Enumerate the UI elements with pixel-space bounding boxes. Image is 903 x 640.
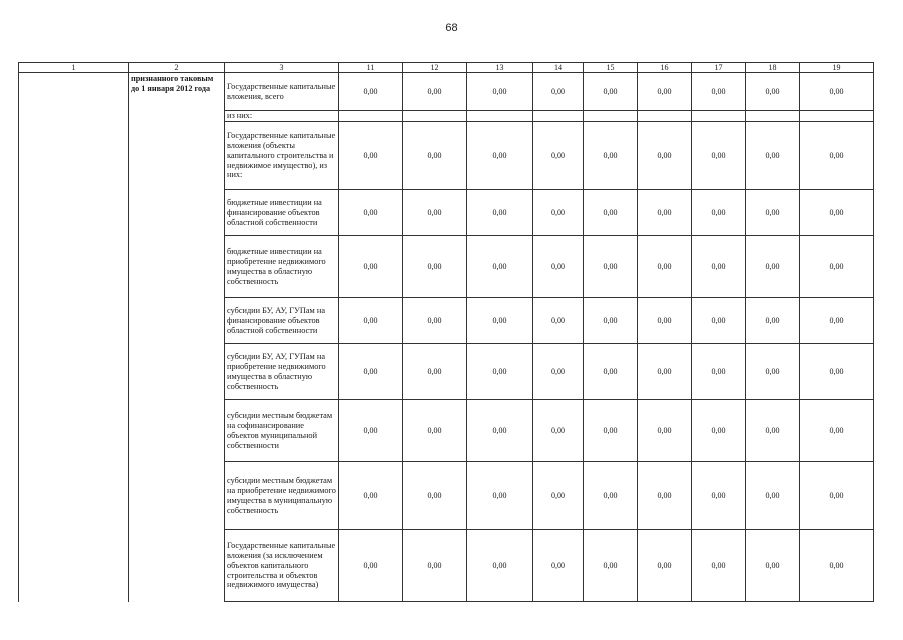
value-cell: 0,00: [692, 73, 746, 111]
budget-table: [18, 62, 874, 602]
value-cell: 0,00: [800, 400, 874, 462]
value-cell: 0,00: [638, 122, 692, 190]
value-cell: 0,00: [638, 462, 692, 530]
value-cell: 0,00: [584, 462, 638, 530]
value-cell: 0,00: [800, 122, 874, 190]
value-cell: 0,00: [584, 122, 638, 190]
table-row: [19, 73, 874, 111]
value-cell: 0,00: [746, 344, 800, 400]
value-cell: 0,00: [339, 122, 403, 190]
column-header: 2: [129, 63, 225, 73]
value-cell: 0,00: [692, 462, 746, 530]
value-cell: 0,00: [533, 462, 584, 530]
value-cell: 0,00: [800, 73, 874, 111]
empty-cell: [584, 111, 638, 122]
value-cell: 0,00: [800, 190, 874, 236]
column-header: 16: [638, 63, 692, 73]
empty-cell: [339, 111, 403, 122]
value-cell: 0,00: [403, 400, 467, 462]
value-cell: 0,00: [638, 73, 692, 111]
column-header: 11: [339, 63, 403, 73]
value-cell: 0,00: [746, 122, 800, 190]
empty-cell: [746, 111, 800, 122]
row-description: Государственные капитальные вложения (за исключением объектов капитального строительства и объектов недвижимого имущества): [225, 530, 339, 602]
column-header: 13: [467, 63, 533, 73]
value-cell: 0,00: [746, 190, 800, 236]
value-cell: 0,00: [339, 530, 403, 602]
value-cell: 0,00: [533, 344, 584, 400]
value-cell: 0,00: [403, 530, 467, 602]
value-cell: 0,00: [692, 400, 746, 462]
value-cell: 0,00: [339, 190, 403, 236]
value-cell: 0,00: [746, 400, 800, 462]
value-cell: 0,00: [746, 530, 800, 602]
value-cell: 0,00: [339, 462, 403, 530]
value-cell: 0,00: [403, 236, 467, 298]
value-cell: 0,00: [467, 236, 533, 298]
column-header: 18: [746, 63, 800, 73]
value-cell: 0,00: [584, 190, 638, 236]
empty-cell: [533, 111, 584, 122]
row-description: субсидии БУ, АУ, ГУПам на приобретение недвижимого имущества в областную собственность: [225, 344, 339, 400]
value-cell: 0,00: [467, 298, 533, 344]
empty-cell: [638, 111, 692, 122]
column-header: 14: [533, 63, 584, 73]
row-group-label: признанного таковым до 1 января 2012 года: [129, 73, 225, 602]
value-cell: 0,00: [800, 236, 874, 298]
row-description: субсидии местным бюджетам на приобретение недвижимого имущества в муниципальную собственность: [225, 462, 339, 530]
empty-cell: [403, 111, 467, 122]
value-cell: 0,00: [467, 344, 533, 400]
column-number-row: [19, 63, 874, 73]
value-cell: 0,00: [339, 298, 403, 344]
value-cell: 0,00: [403, 122, 467, 190]
value-cell: 0,00: [584, 400, 638, 462]
value-cell: 0,00: [746, 298, 800, 344]
value-cell: 0,00: [339, 400, 403, 462]
value-cell: 0,00: [584, 344, 638, 400]
value-cell: 0,00: [692, 344, 746, 400]
value-cell: 0,00: [403, 462, 467, 530]
value-cell: 0,00: [533, 122, 584, 190]
column-header: 19: [800, 63, 874, 73]
value-cell: 0,00: [800, 462, 874, 530]
value-cell: 0,00: [403, 298, 467, 344]
value-cell: 0,00: [533, 298, 584, 344]
value-cell: 0,00: [638, 236, 692, 298]
value-cell: 0,00: [746, 462, 800, 530]
value-cell: 0,00: [467, 462, 533, 530]
value-cell: 0,00: [339, 236, 403, 298]
value-cell: 0,00: [467, 73, 533, 111]
column-header: 12: [403, 63, 467, 73]
empty-cell: [467, 111, 533, 122]
value-cell: 0,00: [638, 298, 692, 344]
value-cell: 0,00: [692, 122, 746, 190]
value-cell: 0,00: [467, 122, 533, 190]
value-cell: 0,00: [692, 190, 746, 236]
value-cell: 0,00: [692, 298, 746, 344]
value-cell: 0,00: [403, 344, 467, 400]
row-description: Государственные капитальные вложения, всего: [225, 73, 339, 111]
subheading-label: из них:: [225, 111, 339, 122]
value-cell: 0,00: [638, 400, 692, 462]
value-cell: 0,00: [638, 344, 692, 400]
value-cell: 0,00: [692, 530, 746, 602]
value-cell: 0,00: [584, 236, 638, 298]
column-1-cell: [19, 73, 129, 602]
row-description: бюджетные инвестиции на финансирование объектов областной собственности: [225, 190, 339, 236]
value-cell: 0,00: [467, 190, 533, 236]
value-cell: 0,00: [467, 400, 533, 462]
value-cell: 0,00: [533, 400, 584, 462]
value-cell: 0,00: [533, 530, 584, 602]
value-cell: 0,00: [584, 530, 638, 602]
value-cell: 0,00: [403, 190, 467, 236]
column-header: 17: [692, 63, 746, 73]
value-cell: 0,00: [638, 530, 692, 602]
value-cell: 0,00: [339, 73, 403, 111]
column-header: 3: [225, 63, 339, 73]
column-header: 1: [19, 63, 129, 73]
value-cell: 0,00: [746, 73, 800, 111]
page-number: 68: [445, 22, 458, 34]
value-cell: 0,00: [339, 344, 403, 400]
value-cell: 0,00: [800, 298, 874, 344]
value-cell: 0,00: [800, 344, 874, 400]
value-cell: 0,00: [584, 73, 638, 111]
row-description: субсидии местным бюджетам на софинансирование объектов муниципальной собственности: [225, 400, 339, 462]
value-cell: 0,00: [584, 298, 638, 344]
value-cell: 0,00: [638, 190, 692, 236]
value-cell: 0,00: [533, 236, 584, 298]
value-cell: 0,00: [692, 236, 746, 298]
value-cell: 0,00: [533, 190, 584, 236]
value-cell: 0,00: [800, 530, 874, 602]
empty-cell: [692, 111, 746, 122]
value-cell: 0,00: [403, 73, 467, 111]
value-cell: 0,00: [746, 236, 800, 298]
column-header: 15: [584, 63, 638, 73]
row-description: бюджетные инвестиции на приобретение недвижимого имущества в областную собственность: [225, 236, 339, 298]
row-description: Государственные капитальные вложения (объекты капитального строительства и недвижимое имущество), из них:: [225, 122, 339, 190]
value-cell: 0,00: [533, 73, 584, 111]
row-description: субсидии БУ, АУ, ГУПам на финансирование объектов областной собственности: [225, 298, 339, 344]
empty-cell: [800, 111, 874, 122]
value-cell: 0,00: [467, 530, 533, 602]
